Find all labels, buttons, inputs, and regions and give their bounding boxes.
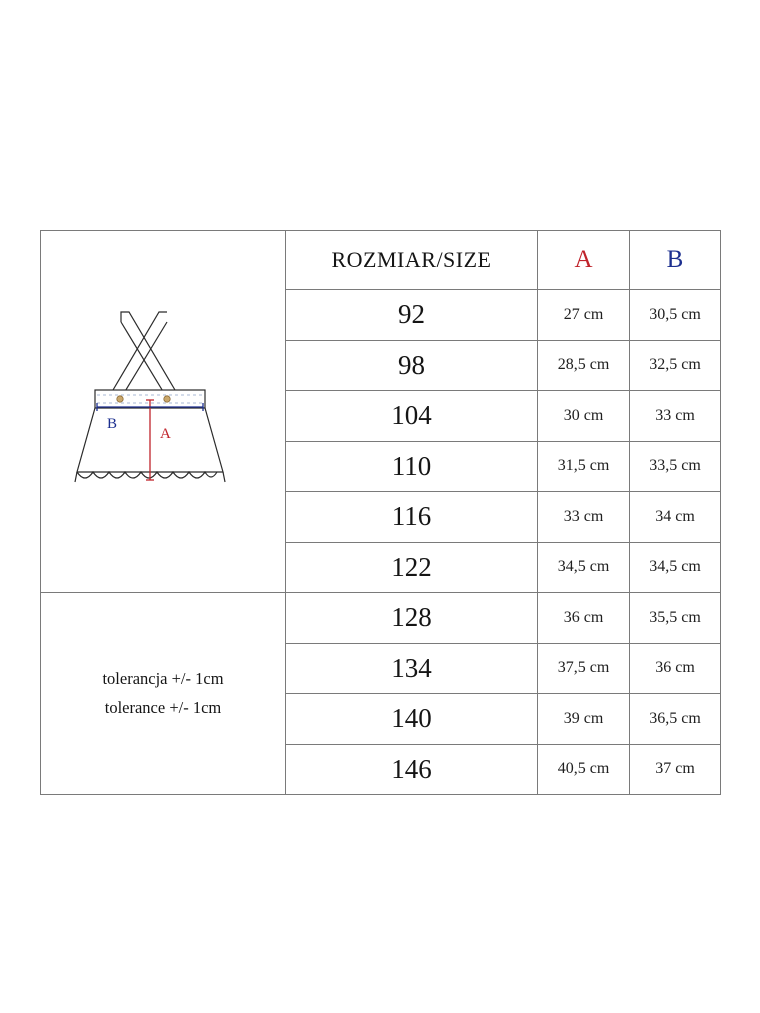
table-row — [41, 593, 721, 644]
cell-b: 32,5 cm — [630, 340, 721, 391]
skirt-illustration-icon — [63, 304, 263, 519]
cell-a: 34,5 cm — [538, 542, 630, 593]
cell-size: 146 — [286, 744, 538, 795]
cell-a: 33 cm — [538, 492, 630, 543]
cell-size: 98 — [286, 340, 538, 391]
header-b: B — [630, 231, 721, 290]
size-chart-table — [40, 230, 721, 795]
cell-size: 104 — [286, 391, 538, 442]
cell-size: 116 — [286, 492, 538, 543]
cell-size: 110 — [286, 441, 538, 492]
cell-b: 37 cm — [630, 744, 721, 795]
cell-size: 122 — [286, 542, 538, 593]
tolerance-note — [41, 593, 286, 795]
header-a: A — [538, 231, 630, 290]
table-header-row — [41, 231, 721, 290]
cell-a: 30 cm — [538, 391, 630, 442]
garment-diagram — [41, 231, 285, 592]
cell-a: 27 cm — [538, 290, 630, 341]
cell-size: 128 — [286, 593, 538, 644]
cell-a: 40,5 cm — [538, 744, 630, 795]
diagram-label-a: A — [160, 426, 171, 442]
cell-b: 30,5 cm — [630, 290, 721, 341]
cell-b: 36,5 cm — [630, 694, 721, 745]
garment-diagram-cell — [41, 231, 286, 593]
cell-a: 36 cm — [538, 593, 630, 644]
cell-b: 35,5 cm — [630, 593, 721, 644]
cell-a: 37,5 cm — [538, 643, 630, 694]
header-size: ROZMIAR/SIZE — [286, 231, 538, 290]
cell-a: 31,5 cm — [538, 441, 630, 492]
cell-b: 34 cm — [630, 492, 721, 543]
cell-b: 33,5 cm — [630, 441, 721, 492]
cell-b: 34,5 cm — [630, 542, 721, 593]
diagram-label-b: B — [107, 416, 118, 432]
cell-size: 134 — [286, 643, 538, 694]
tolerance-line-pl: tolerancja +/- 1cm — [102, 668, 224, 688]
cell-a: 28,5 cm — [538, 340, 630, 391]
cell-b: 36 cm — [630, 643, 721, 694]
cell-a: 39 cm — [538, 694, 630, 745]
cell-size: 140 — [286, 694, 538, 745]
cell-size: 92 — [286, 290, 538, 341]
cell-b: 33 cm — [630, 391, 721, 442]
tolerance-line-en: tolerance +/- 1cm — [104, 697, 222, 717]
